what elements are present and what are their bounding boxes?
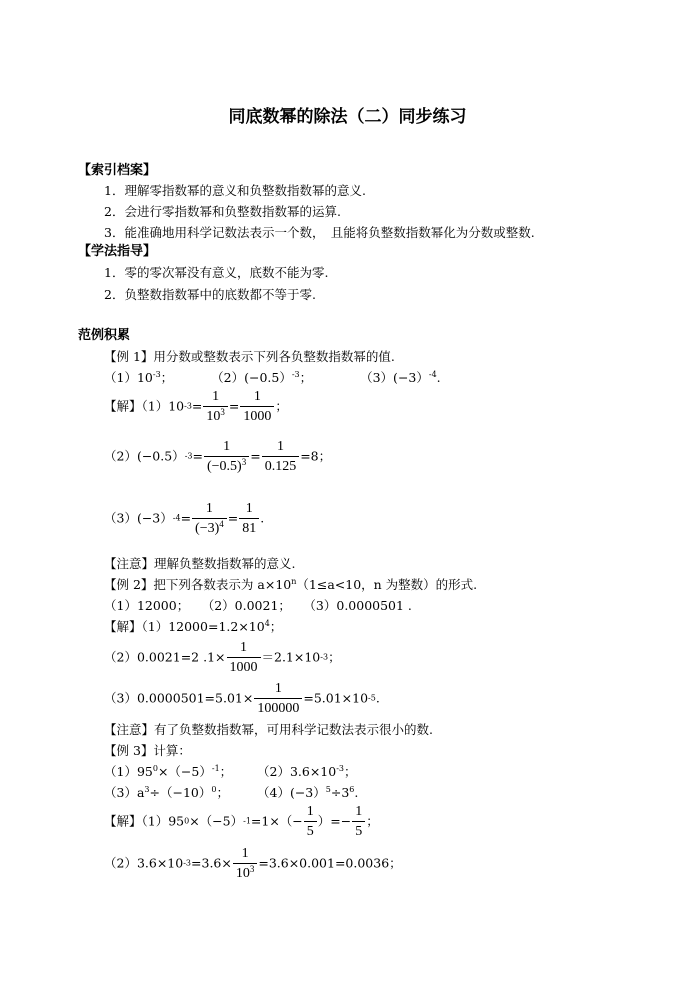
fraction: $\frac{1}{(-3)^4}$	[192, 500, 227, 537]
example-2-solution-3: （3）0.0000501=5.01× $\frac{1}{100000}$ =5.01×10-5.	[104, 681, 380, 716]
guide-item-1: 1．零的零次幂没有意义，底数不能为零.	[104, 265, 329, 280]
page-title: 同底数幂的除法（二）同步练习	[228, 107, 467, 127]
example-3-question: 【例 3】计算：	[104, 743, 191, 758]
example-3-row-1: $(1)95^0\times(-5)^{-1}$； $(2)3.6\times 10^{-3}$；	[104, 764, 357, 779]
fraction: $\frac{1}{10^3}$	[233, 845, 258, 882]
example-2-solution-1: 【解】$(1)12000=1.2\times 10^4$；	[104, 619, 283, 634]
section-header-guide: 【学法指导】	[78, 244, 157, 259]
section-header-index: 【索引档案】	[78, 163, 157, 178]
ex1-part-1: $(1)10^{-3}$；	[104, 370, 174, 385]
index-item-3: 3．能准确地用科学记数法表示一个数， 且能将负整数指数幂化为分数或整数.	[104, 225, 535, 240]
fraction: $\frac{1}{81}$	[239, 500, 259, 537]
fraction: $\frac{1}{5}$	[352, 803, 365, 840]
example-2-solution-2: （2）0.0021=2 .1× $\frac{1}{1000}$ ＝2.1×10-3；	[104, 640, 341, 675]
example-3-solution-2: （2）3.6×10-3=3.6× $\frac{1}{10^3}$ =3.6×0.001=0.0036；	[104, 846, 402, 881]
example-1-question: 【例 1】用分数或整数表示下列各负整数指数幂的值.	[104, 349, 395, 364]
example-1-note: 【注意】理解负整数指数幂的意义.	[104, 556, 296, 571]
fraction: $\frac{1}{100000}$	[254, 680, 302, 717]
example-1-solution-3: （3）(−3）-4= $\frac{1}{(-3)^4}$ = $\frac{1}{81}$ .	[104, 501, 265, 536]
ex1-part-2: （2）(−0.5）$^{-3}$；	[211, 370, 313, 385]
fraction: $\frac{1}{(-0.5)^3}$	[204, 438, 249, 475]
guide-item-2: 2．负整数指数幂中的底数都不等于零.	[104, 287, 316, 302]
example-3-solution-1: 【解】（1）950×（−5）-1=1×（− $\frac{1}{5}$ ）=− $\frac{1}{5}$ ；	[104, 804, 379, 839]
index-item-1: 1．理解零指数幂的意义和负整数指数幂的意义.	[104, 183, 366, 198]
fraction: $\frac{1}{5}$	[304, 803, 317, 840]
ex1-part-3: （3）(−3）$^{-4}$.	[360, 370, 441, 385]
example-2-parts: （1）12000； （2）0.0021； （3）0.0000501 .	[104, 598, 412, 613]
example-1-parts	[104, 370, 441, 386]
fraction: $\frac{1}{10^3}$	[203, 388, 228, 425]
fraction: $\frac{1}{1000}$	[240, 388, 274, 425]
example-2-question: 【例 2】把下列各数表示为 $a\times 10^n(1\le a<10$，n 为整数）的形式.	[104, 577, 478, 592]
index-item-2: 2．会进行零指数幂和负整数指数幂的运算.	[104, 204, 341, 219]
example-1-solution-2: （2）(−0.5）-3= $\frac{1}{(-0.5)^3}$ = $\frac{1}{0.125}$ =8；	[104, 439, 332, 474]
example-3-row-2: $(3)a^3\div(-10)^0$； $(4)(-3)^5\div 3^6$.	[104, 785, 359, 800]
example-2-note: 【注意】有了负整数指数幂，可用科学记数法表示很小的数.	[104, 722, 433, 737]
fraction: $\frac{1}{1000}$	[227, 639, 261, 676]
example-1-solution-1: 【解】（1）10-3= $\frac{1}{10^3}$ = $\frac{1}{1000}$ ；	[104, 389, 288, 424]
section-header-examples: 范例积累	[78, 328, 131, 343]
fraction: $\frac{1}{0.125}$	[262, 438, 300, 475]
